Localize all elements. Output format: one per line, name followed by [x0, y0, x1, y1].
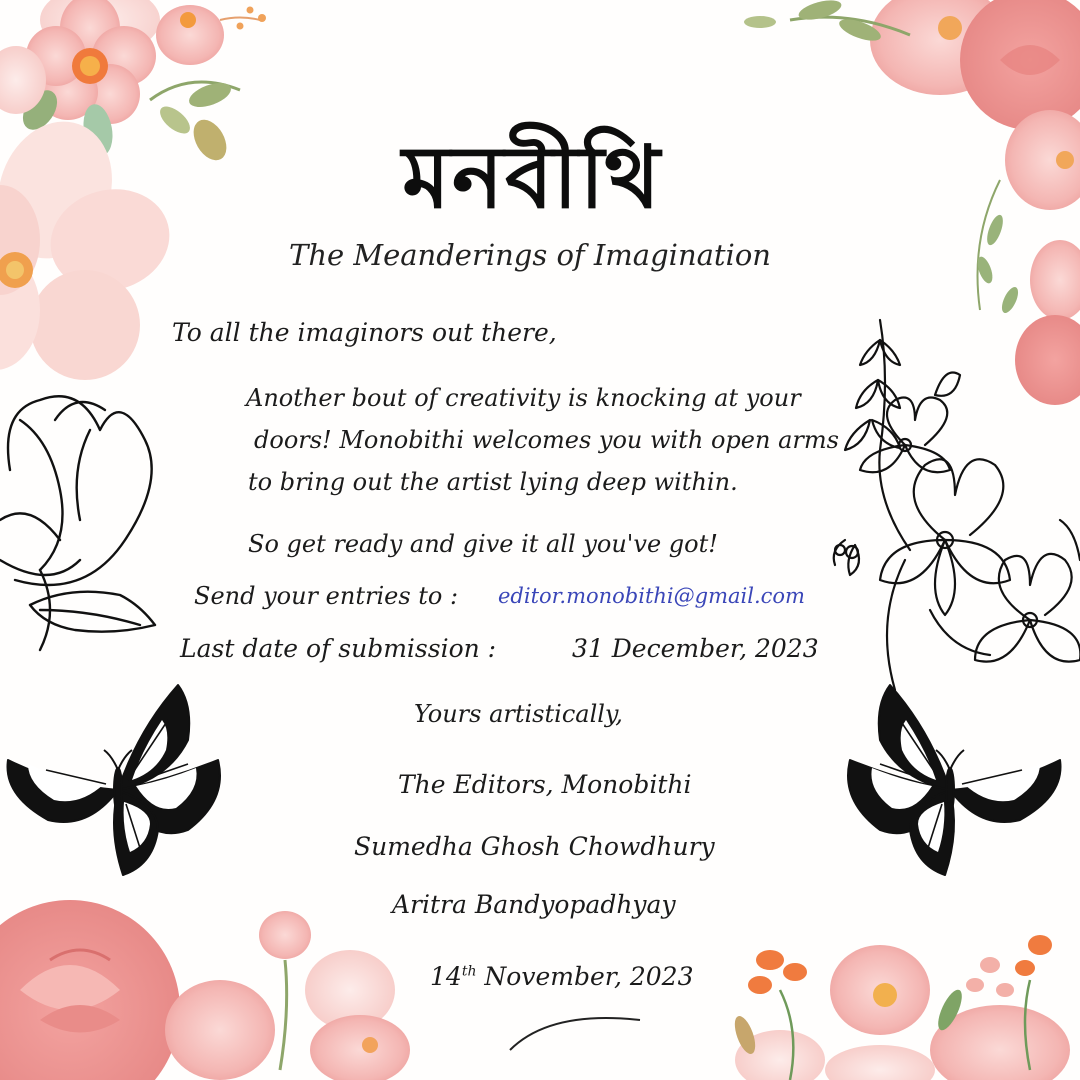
- letter-body-line-3: to bring out the artist lying deep within.: [248, 468, 738, 496]
- letter-greeting: To all the imaginors out there,: [172, 318, 557, 347]
- date-rest: November, 2023: [484, 962, 694, 991]
- butterfly-left: [8, 685, 221, 875]
- letter-date: [430, 962, 694, 991]
- logo-wordmark: মনবীথি: [402, 128, 662, 228]
- left-pale-flower: [0, 105, 181, 380]
- bottom-right-flowers: [731, 935, 1070, 1080]
- editor-name-1: Sumedha Ghosh Chowdhury: [354, 832, 715, 861]
- date-day: 14: [430, 962, 462, 991]
- closing-line: Yours artistically,: [414, 700, 623, 728]
- signature-flourish: [510, 1018, 640, 1050]
- date-suffix: th: [461, 963, 477, 980]
- letter-body-line-2: doors! Monobithi welcomes you with open arms: [254, 426, 839, 454]
- letter-body-line-1: Another bout of creativity is knocking at your: [246, 384, 801, 412]
- editors-line: The Editors, Monobithi: [398, 770, 692, 799]
- tagline: The Meanderings of Imagination: [289, 238, 771, 272]
- send-entries-label: Send your entries to :: [194, 582, 459, 610]
- deadline-label: Last date of submission :: [180, 634, 497, 663]
- top-right-flowers: [744, 0, 1080, 405]
- letter-body-line-4: So get ready and give it all you've got!: [248, 530, 718, 558]
- left-line-flower: [0, 396, 155, 650]
- bottom-left-flowers: [0, 900, 410, 1080]
- editor-name-2: Aritra Bandyopadhyay: [392, 890, 676, 919]
- deadline-value: 31 December, 2023: [572, 634, 819, 663]
- submission-email: editor.monobithi@gmail.com: [498, 584, 805, 608]
- butterfly-right: [848, 685, 1061, 875]
